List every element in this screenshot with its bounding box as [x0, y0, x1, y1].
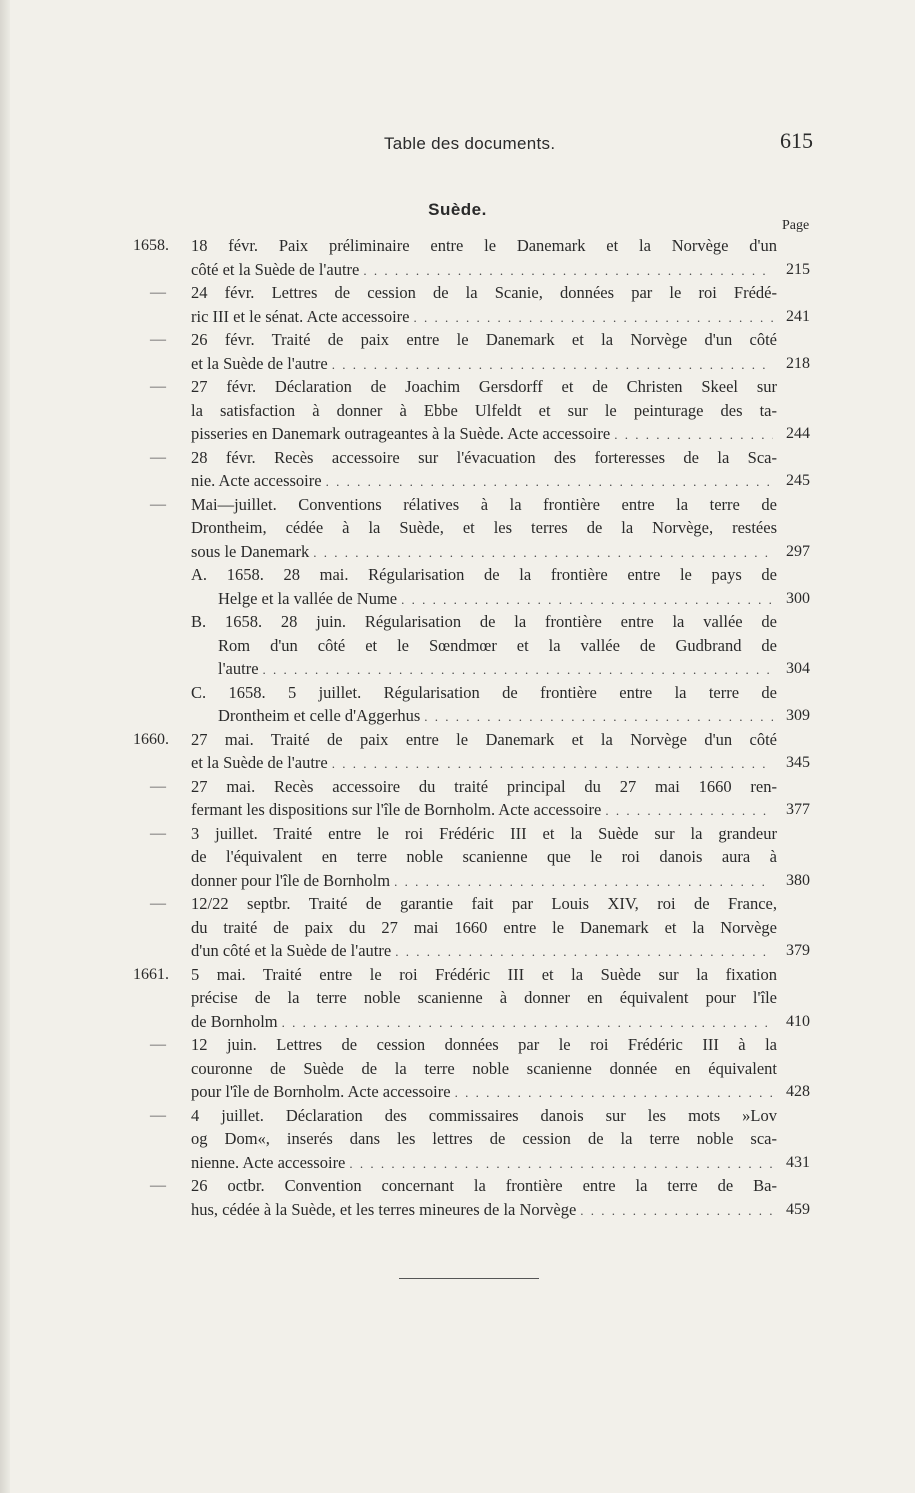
entry-line [191, 939, 777, 963]
entry-line: 27 mai. Recès accessoire du traité principal du 27 mai 1660 ren- [191, 776, 777, 796]
entry-line: 12 juin. Lettres de cession données par le roi Frédéric III à la [191, 1035, 777, 1054]
dot-leader [580, 1199, 773, 1223]
page-binding-edge [0, 0, 10, 1493]
entry-text: fermant les dispositions sur l'île de Bornholm. Acte accessoire [191, 800, 602, 819]
page-reference: 300 [786, 589, 810, 607]
running-header [0, 128, 915, 158]
ditto-dash: — [150, 331, 166, 348]
dot-leader [414, 306, 773, 330]
page-reference: 304 [786, 660, 810, 677]
entry-text: l'autre [218, 659, 259, 678]
entry-line: 27 mai. Traité de paix entre le Danemark et la Norvège d'un côté [191, 729, 777, 749]
dot-leader [455, 1081, 773, 1105]
ditto-dash: — [150, 448, 166, 466]
entry-line: 27 févr. Déclaration de Joachim Gersdorff et de Christen Skeel sur [191, 377, 777, 396]
page-reference: 297 [786, 542, 810, 560]
entry-line [191, 1151, 777, 1175]
entry-line [191, 258, 777, 282]
entry-text: ric III et le sénat. Acte accessoire [191, 306, 410, 326]
year-marker: 1658. [133, 237, 169, 254]
entry-line: 4 juillet. Déclaration des commissaires danois sur les mots »Lov [191, 1105, 777, 1125]
ditto-dash: — [150, 777, 166, 795]
entry-line: 3 juillet. Traité entre le roi Frédéric III et la Suède sur la grandeur [191, 823, 777, 843]
page-reference: 377 [786, 801, 810, 818]
page-reference: 459 [786, 1200, 810, 1218]
entry-line: Mai—juillet. Conventions rélatives à la frontière entre la terre de [191, 494, 777, 514]
page-reference: 215 [786, 260, 810, 278]
year-marker: 1661. [133, 965, 169, 983]
entry-line: couronne de Suède de la terre noble scanienne donnée en équivalent [191, 1058, 777, 1078]
dot-leader [332, 353, 773, 377]
entry-line: la satisfaction à donner à Ebbe Ulfeldt et sur le peinturage des ta- [191, 400, 777, 420]
entry-text: Drontheim et celle d'Aggerhus [218, 706, 421, 725]
page-reference: 410 [786, 1012, 810, 1030]
entry-line: 18 févr. Paix préliminaire entre le Danemark et la Norvège d'un [191, 236, 777, 255]
dot-leader [614, 423, 773, 447]
entry-line [191, 751, 777, 775]
dot-leader [401, 588, 773, 612]
entry-line [191, 352, 777, 376]
entry-line [218, 657, 777, 681]
page-reference: 218 [786, 354, 810, 372]
entry-line: B. 1658. 28 juin. Régularisation de la frontière entre la vallée de [191, 612, 777, 631]
dot-leader [605, 799, 773, 823]
entry-text: côté et la Suède de l'autre [191, 259, 360, 279]
entry-line [191, 869, 777, 893]
entry-line: 5 mai. Traité entre le roi Frédéric III et la Suède sur la fixation [191, 964, 777, 984]
ditto-dash: — [150, 1106, 166, 1124]
entry-line [191, 798, 777, 822]
entry-line [191, 1080, 777, 1104]
entry-line: de l'équivalent en terre noble scanienne que le roi danois aura à [191, 847, 777, 866]
ditto-dash: — [150, 495, 166, 513]
entry-line: 24 févr. Lettres de cession de la Scanie, données par le roi Frédé- [191, 283, 777, 302]
dot-leader [424, 705, 773, 729]
dot-leader [263, 658, 773, 682]
footer-rule [399, 1278, 539, 1279]
page-reference: 245 [786, 472, 810, 489]
ditto-dash: — [150, 1036, 166, 1053]
entry-line: 26 févr. Traité de paix entre le Danemark et la Norvège d'un côté [191, 330, 777, 349]
entry-line: C. 1658. 5 juillet. Régularisation de frontière entre la terre de [191, 682, 777, 702]
entry-line [191, 305, 777, 329]
entry-text: et la Suède de l'autre [191, 353, 328, 373]
entry-text: sous le Danemark [191, 541, 310, 561]
entry-text: donner pour l'île de Bornholm [191, 870, 391, 890]
dot-leader [395, 940, 773, 964]
entry-text: pour l'île de Bornholm. Acte accessoire [191, 1082, 451, 1101]
dot-leader [349, 1152, 773, 1176]
dot-leader [282, 1011, 773, 1035]
entry-text: et la Suède de l'autre [191, 753, 328, 772]
dot-leader [394, 870, 773, 894]
dot-leader [326, 470, 773, 494]
entry-line [191, 540, 777, 564]
year-marker: 1660. [133, 730, 169, 748]
page-reference: 244 [786, 425, 810, 442]
page-reference: 380 [786, 871, 810, 889]
ditto-dash: — [150, 1177, 166, 1194]
section-title: Suède. [428, 200, 487, 219]
entry-text: nienne. Acte accessoire [191, 1152, 346, 1172]
page-reference: 345 [786, 754, 810, 771]
dot-leader [332, 752, 773, 776]
dot-leader [363, 259, 773, 283]
entry-line [191, 1198, 777, 1222]
page-reference: 379 [786, 942, 810, 959]
entry-line: 26 octbr. Convention concernant la frontière entre la terre de Ba- [191, 1176, 777, 1195]
page-reference: 241 [786, 307, 810, 325]
entry-text: de Bornholm [191, 1011, 278, 1031]
entry-text: pisseries en Danemark outrageantes à la Suède. Acte accessoire [191, 424, 611, 443]
entry-line: 28 févr. Recès accessoire sur l'évacuation des forteresses de la Sca- [191, 447, 777, 467]
entry-line: du traité de paix du 27 mai 1660 entre le Danemark et la Norvège [191, 917, 777, 937]
entry-line: Drontheim, cédée à la Suède, et les terres de la Norvège, restées [191, 518, 777, 537]
header-title: Table des documents. [384, 134, 556, 153]
page-reference: 428 [786, 1083, 810, 1100]
ditto-dash: — [150, 895, 166, 912]
dot-leader [313, 541, 773, 565]
page-reference: 431 [786, 1153, 810, 1171]
ditto-dash: — [150, 284, 166, 301]
entry-line [191, 1010, 777, 1034]
entry-line [218, 587, 777, 611]
entry-line [191, 469, 777, 493]
entry-text: d'un côté et la Suède de l'autre [191, 941, 392, 960]
page-reference: 309 [786, 707, 810, 724]
entry-line: og Dom«, inserés dans les lettres de cession de la terre noble sca- [191, 1129, 777, 1148]
entry-line: 12/22 septbr. Traité de garantie fait par Louis XIV, roi de France, [191, 894, 777, 913]
entry-line [191, 422, 777, 446]
entry-line: A. 1658. 28 mai. Régularisation de la frontière entre le pays de [191, 565, 777, 584]
entry-text: hus, cédée à la Suède, et les terres mineures de la Norvège [191, 1199, 577, 1219]
entry-text: nie. Acte accessoire [191, 471, 322, 490]
page-number: 615 [780, 128, 813, 153]
ditto-dash: — [150, 378, 166, 395]
entry-line: Rom d'un côté et le Sœndmœr et la vallée de Gudbrand de [218, 635, 777, 655]
entry-line: précise de la terre noble scanienne à donner en équivalent pour l'île [191, 988, 777, 1007]
ditto-dash: — [150, 824, 166, 842]
page-column-label: Page [782, 218, 810, 233]
entry-text: Helge et la vallée de Nume [218, 588, 398, 608]
entry-line [218, 704, 777, 728]
